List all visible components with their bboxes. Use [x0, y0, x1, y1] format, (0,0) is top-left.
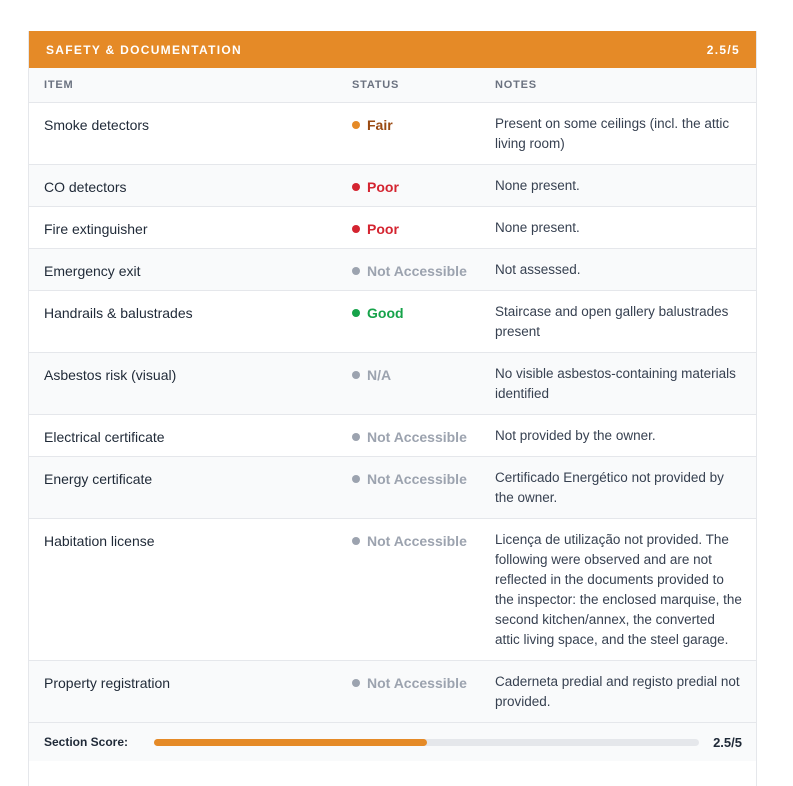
status-cell — [337, 103, 480, 135]
status-badge — [352, 115, 393, 135]
notes-cell: Staircase and open gallery balustrades present — [495, 304, 729, 339]
status-cell — [337, 165, 480, 197]
table-row — [29, 661, 756, 723]
status-dot-icon — [352, 183, 360, 191]
item-cell: Asbestos risk (visual) — [44, 367, 177, 383]
status-dot-icon — [352, 309, 360, 317]
section-score-footer — [29, 723, 756, 761]
status-dot-icon — [352, 475, 360, 483]
status-badge — [352, 177, 399, 197]
table-row — [29, 415, 756, 457]
status-cell — [337, 415, 480, 447]
status-cell — [337, 353, 480, 385]
item-cell: Electrical certificate — [44, 429, 165, 445]
item-cell: CO detectors — [44, 179, 127, 195]
status-dot-icon — [352, 267, 360, 275]
item-cell: Emergency exit — [44, 263, 141, 279]
status-label: Fair — [367, 117, 393, 133]
item-cell: Handrails & balustrades — [44, 305, 193, 321]
section-title: SAFETY & DOCUMENTATION — [46, 42, 242, 57]
notes-cell: None present. — [495, 178, 580, 193]
table-body — [29, 103, 756, 723]
table-row — [29, 353, 756, 415]
status-cell — [337, 457, 480, 489]
table-header — [29, 68, 756, 103]
table-row — [29, 291, 756, 353]
status-badge — [352, 469, 467, 489]
status-cell — [337, 661, 480, 693]
status-dot-icon — [352, 121, 360, 129]
status-badge — [352, 673, 467, 693]
status-label: Not Accessible — [367, 675, 467, 691]
status-cell — [337, 249, 480, 281]
column-header-status: STATUS — [352, 79, 400, 91]
status-badge — [352, 303, 404, 323]
score-progress-fill — [154, 739, 427, 746]
status-dot-icon — [352, 433, 360, 441]
table-row — [29, 165, 756, 207]
column-header-item: ITEM — [44, 79, 74, 91]
status-dot-icon — [352, 537, 360, 545]
table-row — [29, 457, 756, 519]
notes-cell: No visible asbestos-containing materials identified — [495, 366, 736, 401]
item-cell: Fire extinguisher — [44, 221, 148, 237]
section-score-badge: 2.5/5 — [706, 42, 740, 57]
status-label: Good — [367, 305, 404, 321]
section-score-value: 2.5/5 — [713, 734, 742, 750]
status-label: Not Accessible — [367, 533, 467, 549]
notes-cell: Caderneta predial and registo predial not provided. — [495, 674, 740, 709]
status-cell — [337, 291, 480, 323]
score-progress-bar — [154, 739, 699, 746]
status-badge — [352, 261, 467, 281]
status-badge — [352, 427, 467, 447]
table-row — [29, 519, 756, 661]
status-badge — [352, 219, 399, 239]
status-cell — [337, 207, 480, 239]
status-dot-icon — [352, 225, 360, 233]
status-label: Not Accessible — [367, 263, 467, 279]
notes-cell: Certificado Energético not provided by the owner. — [495, 470, 724, 505]
notes-cell: Not provided by the owner. — [495, 428, 656, 443]
table-row — [29, 103, 756, 165]
notes-cell: Not assessed. — [495, 262, 581, 277]
notes-cell: Licença de utilização not provided. The following were observed and are not reflected in the documents provided to the inspector: the enclosed marquise, the second kitchen/annex, the converted attic living space, and the steel garage. — [495, 532, 742, 647]
item-cell: Energy certificate — [44, 471, 153, 487]
status-label: Poor — [367, 221, 399, 237]
status-cell — [337, 519, 480, 551]
status-label: Poor — [367, 179, 399, 195]
status-badge — [352, 365, 391, 385]
status-badge — [352, 531, 467, 551]
table-row — [29, 207, 756, 249]
notes-cell: Present on some ceilings (incl. the attic living room) — [495, 116, 730, 151]
status-label: Not Accessible — [367, 429, 467, 445]
status-dot-icon — [352, 679, 360, 687]
section-header — [29, 31, 756, 68]
safety-documentation-card — [28, 31, 757, 786]
table-row — [29, 249, 756, 291]
status-dot-icon — [352, 371, 360, 379]
item-cell: Property registration — [44, 675, 171, 691]
column-header-notes: NOTES — [495, 79, 537, 91]
status-label: N/A — [367, 367, 392, 383]
notes-cell: None present. — [495, 220, 580, 235]
item-cell: Habitation license — [44, 533, 155, 549]
status-label: Not Accessible — [367, 471, 467, 487]
item-cell: Smoke detectors — [44, 117, 150, 133]
section-score-label: Section Score: — [44, 735, 129, 749]
